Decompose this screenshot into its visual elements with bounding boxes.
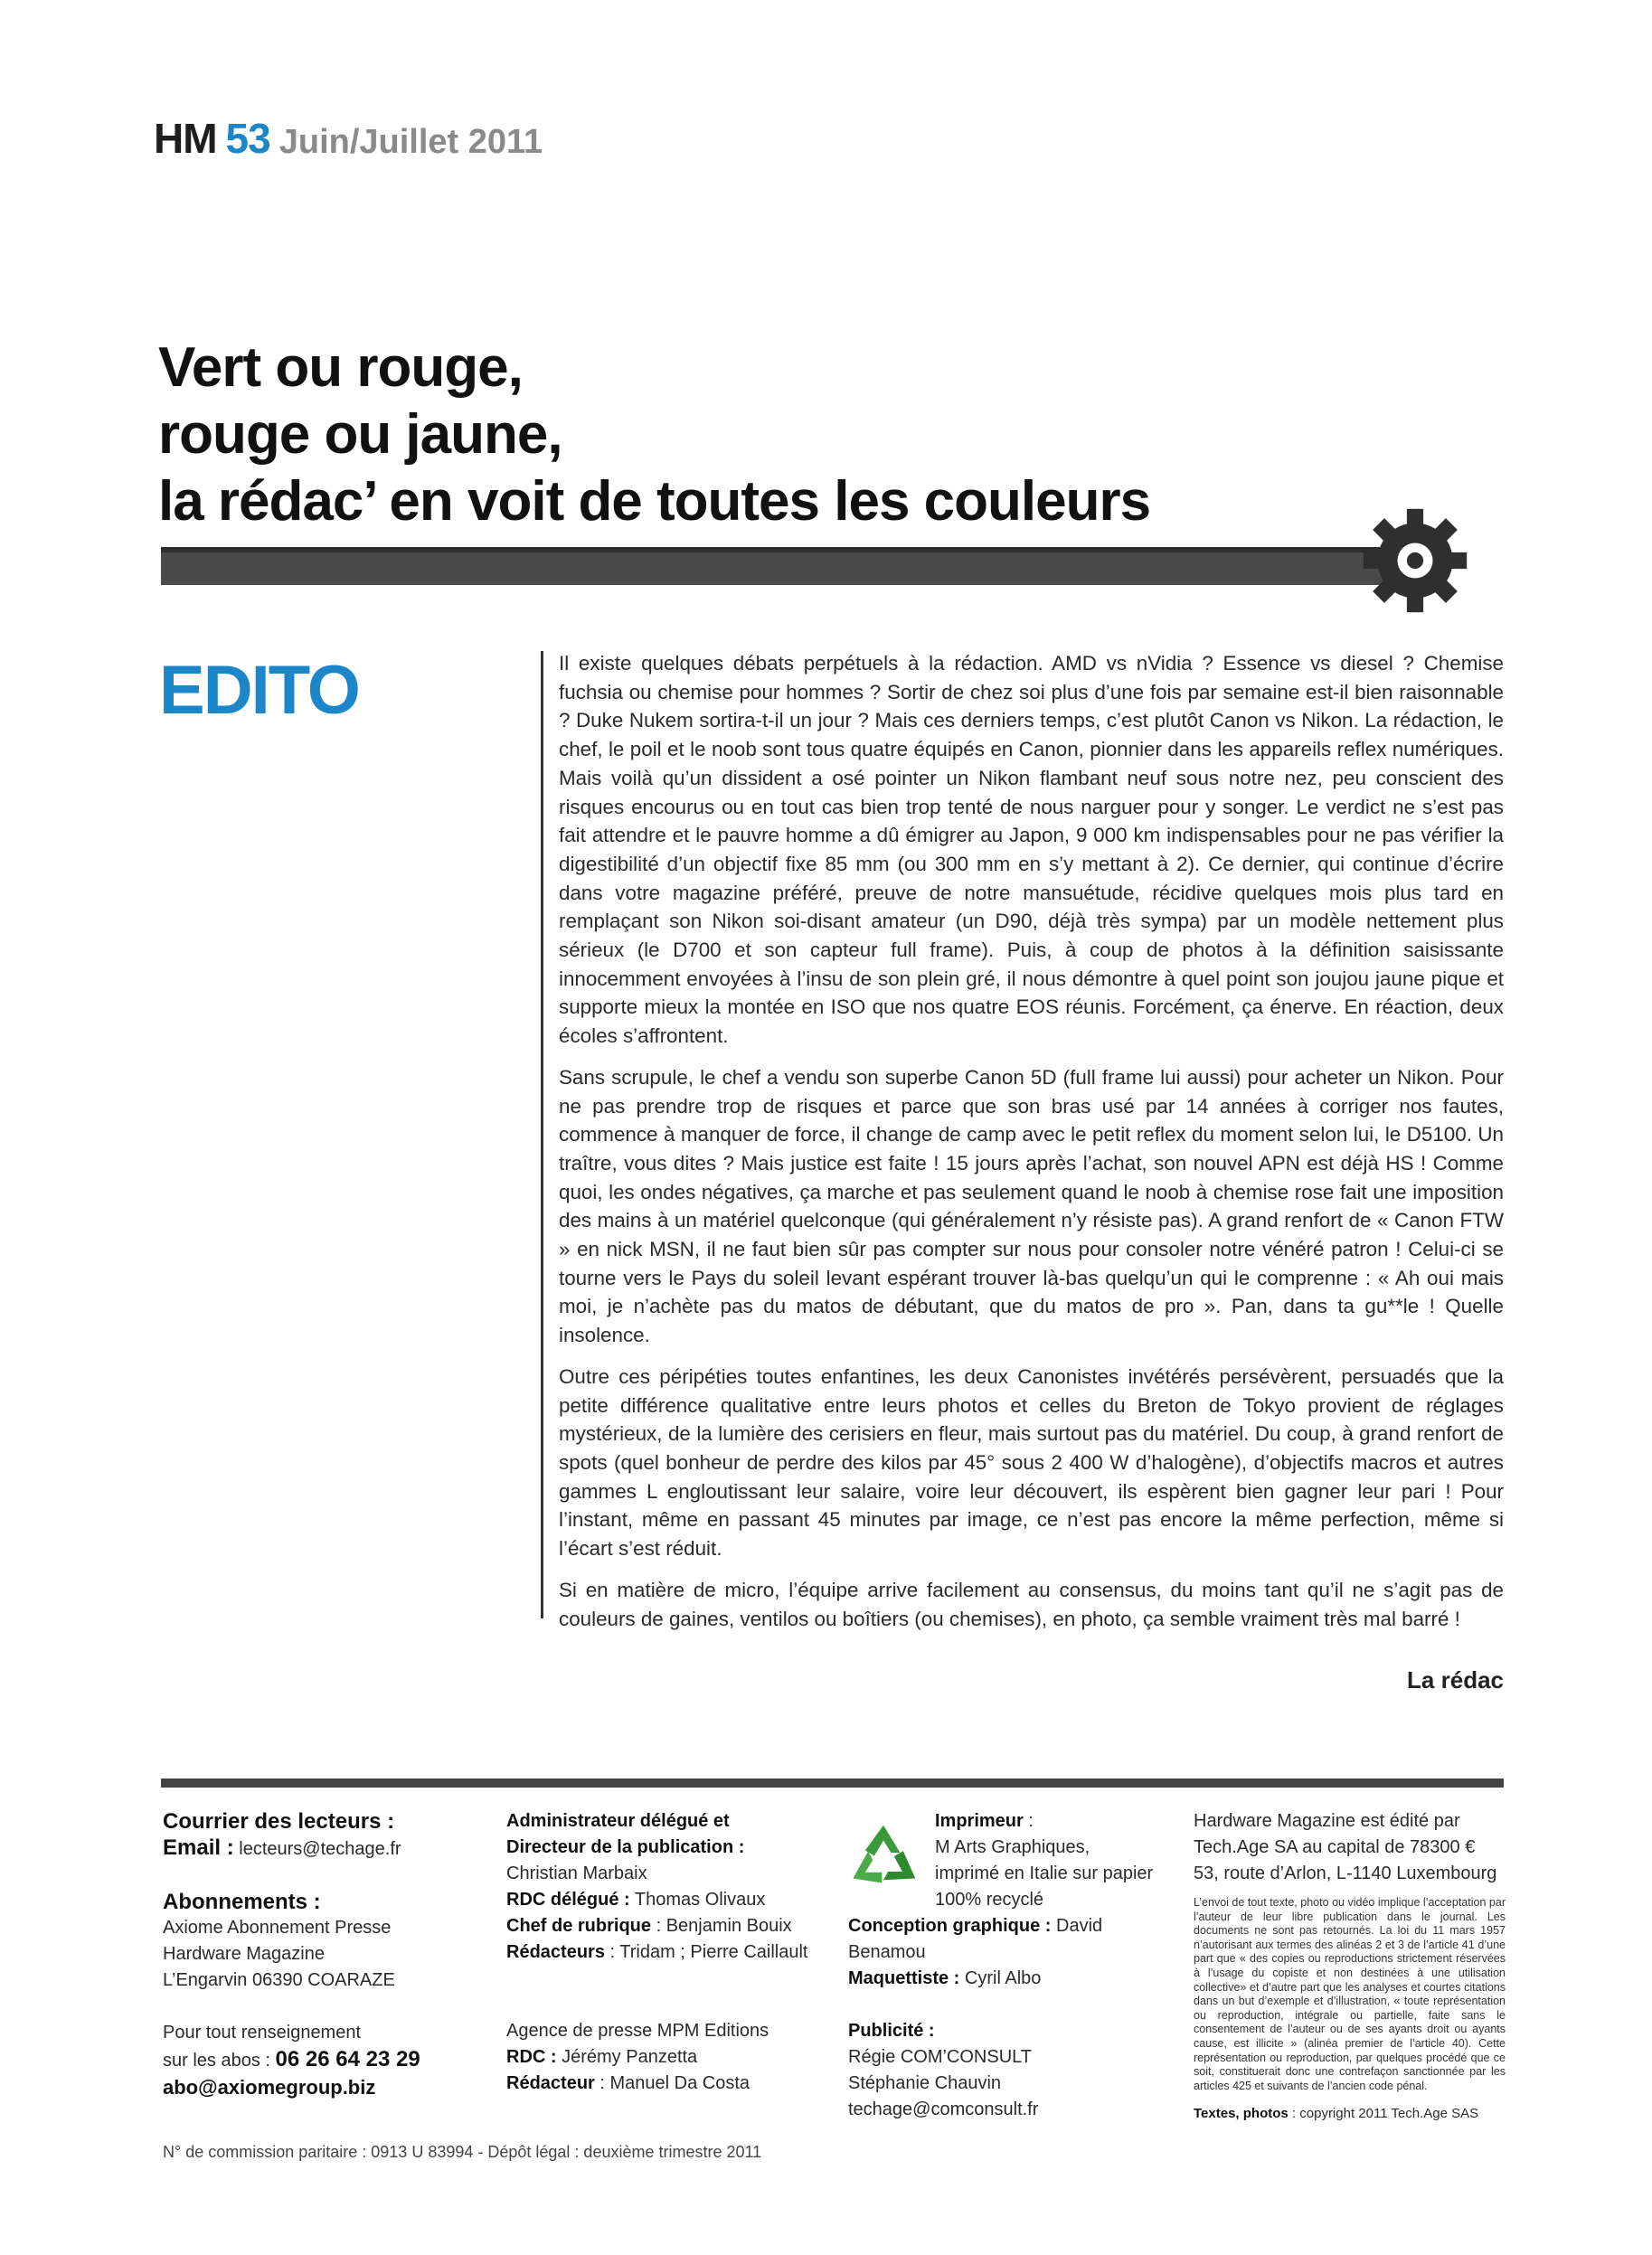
admin-title: Administrateur délégué et [506, 1811, 730, 1831]
abo-email-link[interactable]: abo@axiomegroup.biz [163, 2076, 376, 2099]
footer-divider-bar [161, 1779, 1504, 1788]
agence: Agence de presse MPM Editions [506, 2021, 769, 2041]
maquettiste-label: Maquettiste : [848, 1968, 960, 1988]
copyright-label: Textes, photos [1194, 2106, 1289, 2122]
title-divider-bar [161, 547, 1391, 585]
body-rule [541, 651, 543, 1618]
article-body [559, 649, 1504, 1646]
rdc-name: Jérémy Panzetta [562, 2047, 698, 2067]
conception-label: Conception graphique : [848, 1916, 1052, 1936]
issue-date: Juin/Juillet 2011 [278, 123, 543, 161]
redacteurs-names: : Tridam ; Pierre Caillault [609, 1942, 808, 1962]
abo-line: Axiome Abonnement Presse [163, 1918, 392, 1938]
imprimeur-colon: : [1028, 1811, 1034, 1831]
article-title [158, 335, 1334, 535]
email-label: Email : [163, 1835, 234, 1860]
abo-line: Hardware Magazine [163, 1944, 325, 1964]
email-link[interactable]: lecteurs@techage.fr [239, 1839, 401, 1859]
section-label: EDITO [159, 652, 359, 729]
issue-number: 53 [225, 115, 270, 162]
paragraph: Sans scrupule, le chef a vendu son superbe Canon 5D (full frame lui aussi) pour acheter un Nikon. Pour ne pas prendre trop de risques et parce que son bras usé par 14 années à corriger nos fautes, commence à manquer de force, il change de camp avec le petit reflex du moment selon lui, le D5100. Un traître, vous dites ? Mais justice est faite ! 15 jours après l’achat, son nouvel APN est déjà HS ! Comme quoi, les ondes négatives, ça marche et pas seulement quand le noob à chemise rose fait une imposition des mains à un matériel quelconque (qui généralement n’y résiste pas). A grand renfort de « Canon FTW » en nick MSN, il ne faut bien sûr pas compter sur nous pour consoler notre vénéré patron ! Celui-ci se tourne vers le Pays du soleil levant espérant trouver là-bas quelqu’un qui le comprenne : « Ah oui mais moi, je n’achète pas du matos de débutant, que du matos de pro ». Pan, dans ta gu**le ! Quelle insolence. [559, 1065, 1504, 1347]
paragraph: Si en matière de micro, l’équipe arrive facilement au consensus, du moins tant qu’il ne s’agit pas de couleurs de gaines, ventilos ou boîtiers (ou chemises), en photo, ça semble vraiment très mal barré ! [559, 1578, 1504, 1630]
gear-icon [1356, 502, 1474, 619]
redacteur-name: : Manuel Da Costa [599, 2073, 750, 2093]
footer-col-publisher [1194, 1808, 1506, 2127]
footer-col-staff [506, 1808, 832, 2097]
title-line: rouge ou jaune, [158, 403, 562, 466]
magazine-logo: HM [154, 115, 217, 162]
imprimeur-line: imprimé en Italie sur papier [935, 1863, 1154, 1883]
paragraph: Il existe quelques débats perpétuels à la rédaction. AMD vs nVidia ? Essence vs diesel ? Chemise fuchsia ou chemise pour hommes ? Sortir de chez soi plus d’une fois par semaine est-il bien raisonnable ? Duke Nukem sortira-t-il un jour ? Mais ces derniers temps, c’est plutôt Canon vs Nikon. La rédaction, le chef, le poil et le noob sont tous quatre équipés en Canon, pionnier dans les appareils reflex numériques. Mais voilà qu’un dissident a osé pointer un Nikon flambant neuf sous notre nez, peu conscient des risques encourus ou en tout cas bien trop tenté de nous narguer pour y songer. Le verdict ne s’est pas fait attendre et le pauvre homme a dû émigrer au Japon, 9 000 km indispensables pour ne pas vérifier la digestibilité d’un objectif fixe 85 mm (ou 300 mm en s’y mettant à 2). Ce dernier, qui continue d’écrire dans votre magazine préféré, preuve de notre mansuétude, récidive quelques mois plus tard en remplaçant son Nikon soi-disant amateur (un D90, déjà très sympa) par un modèle nettement plus sérieux (le D700 et son capteur full frame). Puis, à coup de photos à la définition saisissante innocemment envoyées à l’insu de son plein gré, il nous démontre à quel point son joujou jaune pique et supporte mieux la montée en ISO que nos quatre EOS réunis. Forcément, ça énerve. En réaction, deux écoles s’affrontent. [559, 652, 1504, 1048]
phone-number: 06 26 64 23 29 [275, 2047, 420, 2071]
copyright-text: : copyright 2011 Tech.Age SAS [1291, 2106, 1479, 2122]
abo-title: Abonnements : [163, 1890, 321, 1914]
publicite-email-link[interactable]: techage@comconsult.fr [848, 2099, 1039, 2119]
publicite-label: Publicité : [848, 2021, 935, 2041]
chef-name: : Benjamin Bouix [656, 1916, 792, 1936]
rdc-label: RDC : [506, 2047, 557, 2067]
footer-col-production [848, 1808, 1183, 2123]
imprimeur-line: M Arts Graphiques, [935, 1837, 1090, 1857]
chef-label: Chef de rubrique [506, 1916, 652, 1936]
imprimeur-label: Imprimeur [935, 1811, 1024, 1831]
publicite-line: Régie COM’CONSULT [848, 2047, 1032, 2067]
legal-footer-line: N° de commission paritaire : 0913 U 83994 - Dépôt légal : deuxième trimestre 2011 [163, 2143, 762, 2161]
conception-name: David Benamou [848, 1916, 1103, 1962]
footer-col-contact [163, 1808, 488, 2102]
title-line: la rédac’ en voit de toutes les couleurs [158, 470, 1151, 533]
title-line: Vert ou rouge, [158, 336, 523, 399]
legal-notice: L’envoi de tout texte, photo ou vidéo implique l’acceptation par l’auteur de leur libre publication dans le journal. Les documents ne sont pas retournés. La loi du 11 mars 1957 n’autorisant aux termes des alinéas 2 et 3 de l’article 41 d’une part que « des copies ou reproductions strictement réservées à l’usage du copiste et non destinées à une utilisation collective» et d’autre part que les analyses et courtes citations dans un but d’exemple et d’illustration, « toute représentation ou reproduction, intégrale ou partielle, faite sans le consentement de l’auteur ou de ses ayants droit ou ayants cause, est illicite » (alinéa premier de l’article 40). Cette représentation ou reproduction, par quelques procédé que ce soit, constituerait donc une contrefaçon sanctionnée par les articles 425 et suivants de l’ancien code pénal. [1194, 1896, 1506, 2092]
magazine-header [154, 114, 543, 163]
abo-line: L’Engarvin 06390 COARAZE [163, 1970, 395, 1990]
info-line: Pour tout renseignement [163, 2023, 362, 2043]
maquettiste-name: Cyril Albo [964, 1968, 1042, 1988]
publicite-line: Stéphanie Chauvin [848, 2073, 1002, 2093]
signature: La rédac [1407, 1666, 1504, 1694]
admin-title: Directeur de la publication : [506, 1837, 745, 1857]
editor-line: Hardware Magazine est édité par [1194, 1811, 1460, 1831]
info-line: sur les abos : [163, 2051, 270, 2071]
courrier-title: Courrier des lecteurs : [163, 1809, 395, 1834]
redacteur-label: Rédacteur [506, 2073, 595, 2093]
paragraph: Outre ces péripéties toutes enfantines, les deux Canonistes invétérés persévèrent, persuadés que la petite différence qualitative entre leurs photos et celles du Breton de Tokyo provient de réglages mystérieux, de la lumière des cerisiers en fleur, mais surtout pas du matériel. Du coup, à grand renfort de spots (quel bonheur de perdre des kilos par 45° sous 2 400 W d’halogène), d’objectifs macros et autres gammes L engloutissant leur salaire, voire leur découvert, ils espèrent bien gagner leur pari ! Pour l’instant, même en passant 45 minutes par image, ce n’est pas encore la même perfection, même si l’écart s’est réduit. [559, 1364, 1504, 1561]
redacteurs-label: Rédacteurs [506, 1942, 605, 1962]
rdc-delegue-label: RDC délégué : [506, 1890, 630, 1910]
editor-line: 53, route d’Arlon, L-1140 Luxembourg [1194, 1863, 1497, 1883]
imprimeur-line: 100% recyclé [935, 1890, 1044, 1910]
editor-line: Tech.Age SA au capital de 78300 € [1194, 1837, 1476, 1857]
admin-name: Christian Marbaix [506, 1863, 647, 1883]
rdc-delegue-name: Thomas Olivaux [634, 1890, 766, 1910]
